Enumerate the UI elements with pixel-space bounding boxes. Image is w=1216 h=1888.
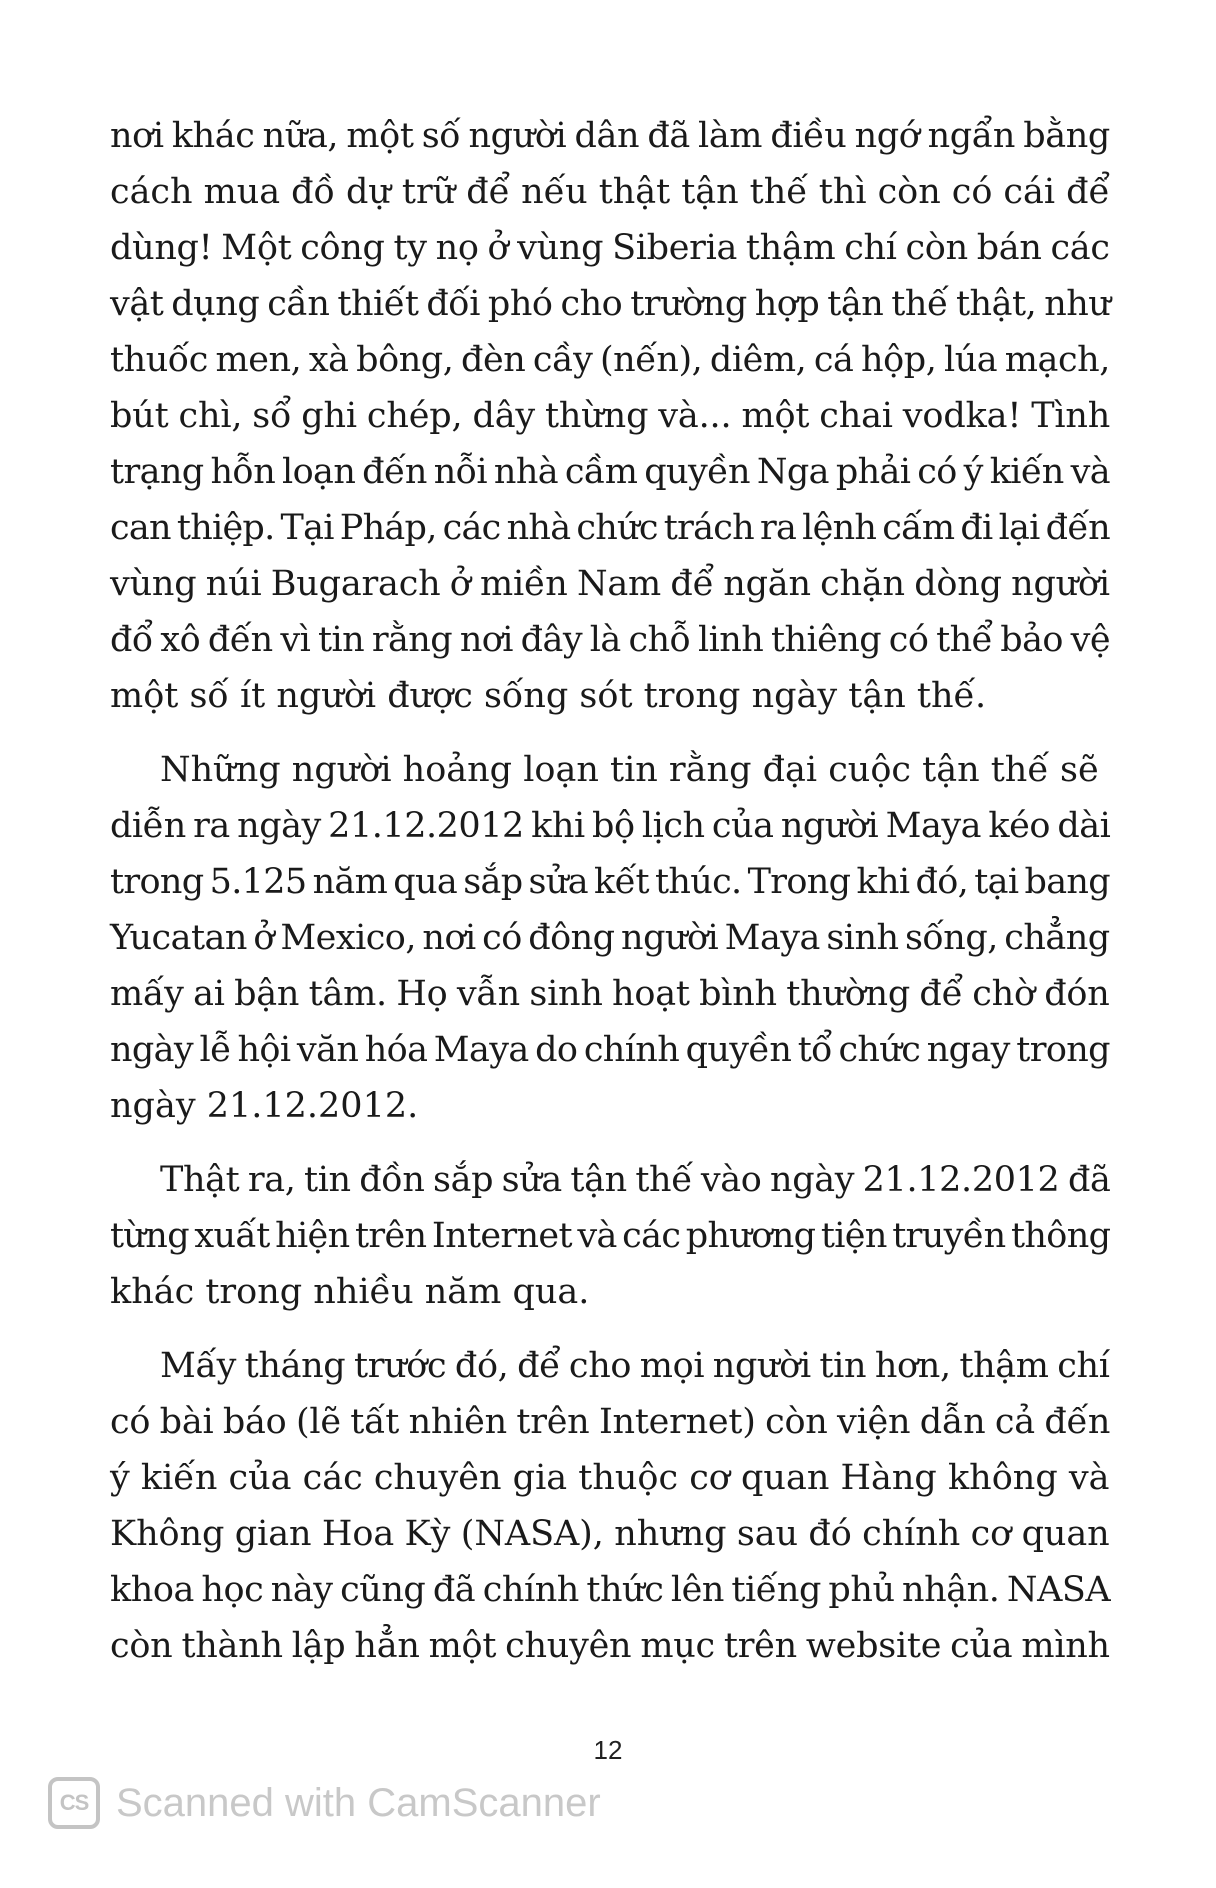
text-line: một số ít người được sống sót trong ngày tận thế. xyxy=(110,676,987,716)
text-line: mấy ai bận tâm. Họ vẫn sinh hoạt bình thường để chờ đón xyxy=(110,974,1110,1014)
paragraph-gap xyxy=(110,724,1110,742)
text-line: thuốc men, xà bông, đèn cầy (nến), diêm, cá hộp, lúa mạch, xyxy=(110,340,1110,380)
text-line: Thật ra, tin đồn sắp sửa tận thế vào ngày 21.12.2012 đã xyxy=(160,1160,1111,1200)
camscanner-logo-icon: CS xyxy=(48,1777,100,1829)
text-line: khác trong nhiều năm qua. xyxy=(110,1272,590,1312)
paragraph-gap xyxy=(110,1320,1110,1338)
text-line: trong 5.125 năm qua sắp sửa kết thúc. Trong khi đó, tại bang xyxy=(110,862,1111,902)
paragraph xyxy=(110,1338,1110,1674)
text-line: bút chì, sổ ghi chép, dây thừng và... một chai vodka! Tình xyxy=(110,396,1111,436)
text-line: ngày 21.12.2012. xyxy=(110,1086,419,1126)
text-line: trạng hỗn loạn đến nỗi nhà cầm quyền Nga phải có ý kiến và xyxy=(110,452,1111,492)
paragraph xyxy=(110,108,1110,724)
paragraph xyxy=(110,742,1110,1134)
text-line: diễn ra ngày 21.12.2012 khi bộ lịch của người Maya kéo dài xyxy=(110,806,1111,846)
paragraph-gap xyxy=(110,1134,1110,1152)
text-line: khoa học này cũng đã chính thức lên tiếng phủ nhận. NASA xyxy=(110,1570,1111,1610)
paragraph xyxy=(110,1152,1110,1320)
text-line: dùng! Một công ty nọ ở vùng Siberia thậm chí còn bán các xyxy=(110,228,1110,268)
camscanner-watermark xyxy=(48,1770,601,1836)
page-number: 12 xyxy=(593,1735,623,1765)
text-line: đổ xô đến vì tin rằng nơi đây là chỗ linh thiêng có thể bảo vệ xyxy=(110,620,1111,660)
text-line: vùng núi Bugarach ở miền Nam để ngăn chặn dòng người xyxy=(110,564,1110,604)
text-line: có bài báo (lẽ tất nhiên trên Internet) còn viện dẫn cả đến xyxy=(110,1402,1111,1442)
text-line: Không gian Hoa Kỳ (NASA), nhưng sau đó chính cơ quan xyxy=(110,1514,1110,1554)
text-line: ngày lễ hội văn hóa Maya do chính quyền tổ chức ngay trong xyxy=(110,1030,1110,1070)
text-line: từng xuất hiện trên Internet và các phương tiện truyền thông xyxy=(110,1216,1111,1256)
text-line: Những người hoảng loạn tin rằng đại cuộc tận thế sẽ xyxy=(160,750,1099,790)
text-line: vật dụng cần thiết đối phó cho trường hợp tận thế thật, như xyxy=(110,284,1111,324)
text-line: Mấy tháng trước đó, để cho mọi người tin hơn, thậm chí xyxy=(160,1346,1110,1386)
text-line: cách mua đồ dự trữ để nếu thật tận thế thì còn có cái để xyxy=(110,172,1110,212)
text-line: Yucatan ở Mexico, nơi có đông người Maya sinh sống, chẳng xyxy=(110,918,1110,958)
text-line: còn thành lập hẳn một chuyên mục trên website của mình xyxy=(110,1626,1110,1666)
watermark-text: Scanned with CamScanner xyxy=(116,1780,601,1825)
text-line: ý kiến của các chuyên gia thuộc cơ quan Hàng không và xyxy=(110,1458,1110,1498)
text-line: nơi khác nữa, một số người dân đã làm điều ngớ ngẩn bằng xyxy=(110,116,1110,156)
body-text xyxy=(110,108,1110,1674)
text-line: can thiệp. Tại Pháp, các nhà chức trách ra lệnh cấm đi lại đến xyxy=(110,508,1110,548)
